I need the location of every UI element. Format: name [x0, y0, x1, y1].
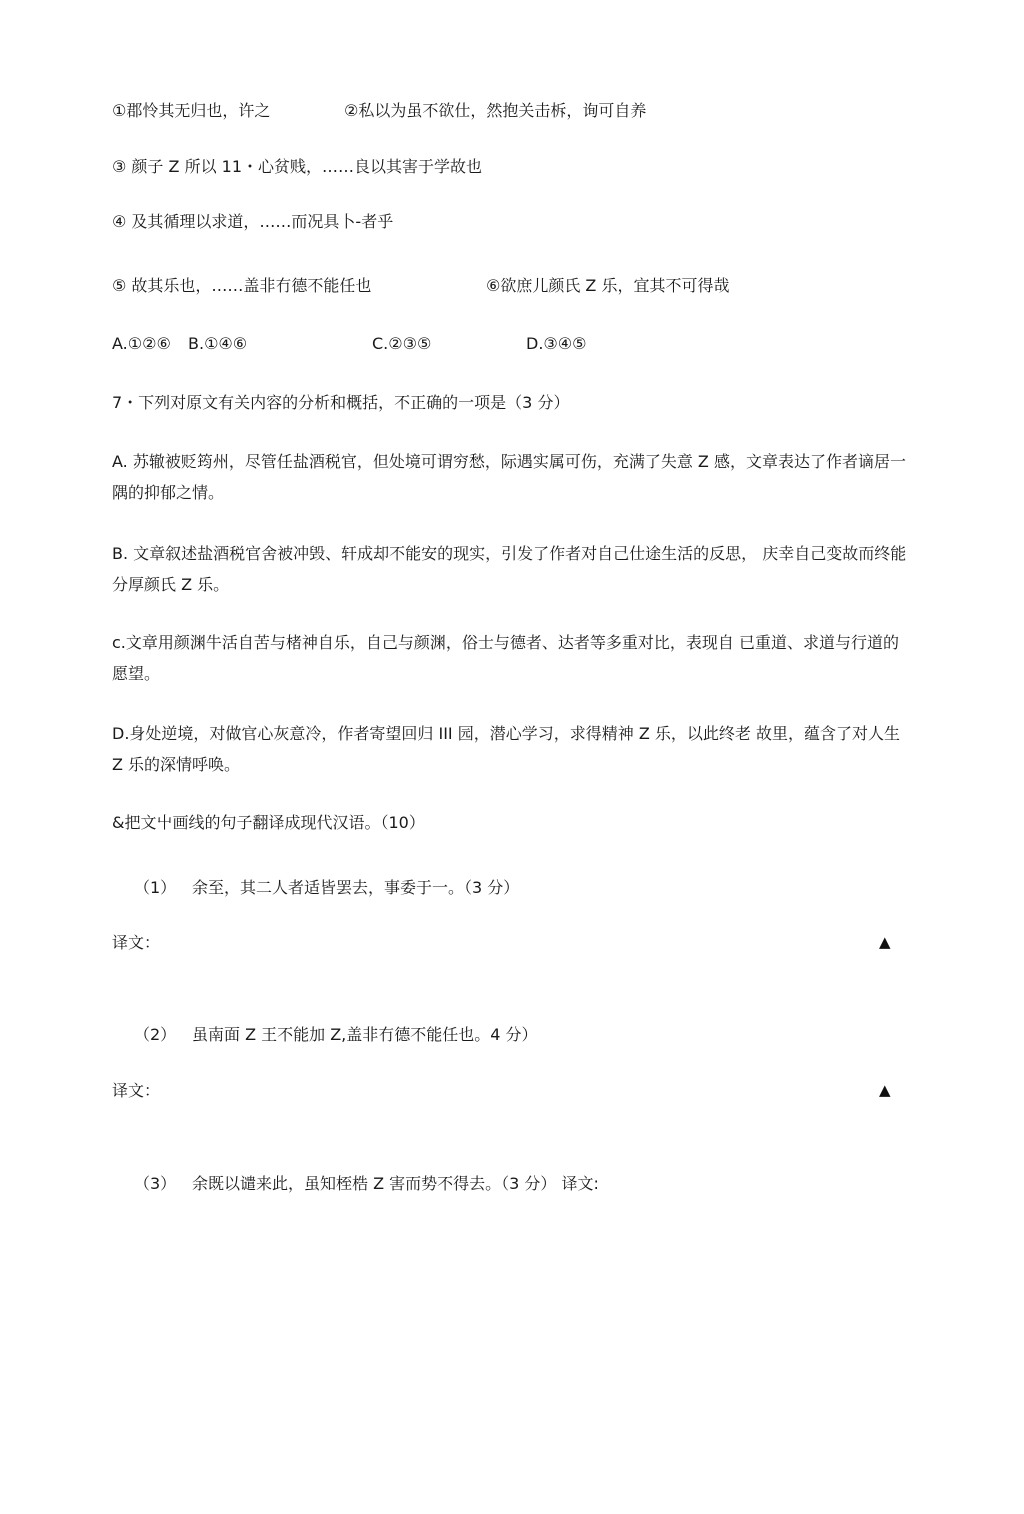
q6-item-4: ④ 及其循理以求道，……而况具卜-者乎 [112, 212, 394, 231]
q7-option-c: c.文章用颜渊牛活自苦与楮神自乐，自己与颜渊，俗士与德者、达者等多重对比，表现自 已重道、求道与行道的愿望。 [112, 633, 899, 683]
q6-item-5: ⑤ 故其乐也，……盖非冇德不能任也 [112, 276, 372, 295]
sentence-text: 余既以谴来此，虽知桎梏 Z 害而势不得去。（3 分） 译文: [192, 1174, 599, 1193]
triangle-marker-icon: ▲ [879, 933, 891, 951]
sentence-text: 虽南面 Z 王不能加 Z,盖非冇德不能任也。4 分） [192, 1025, 538, 1044]
q7-option-d: D.身处逆境，对做官心灰意冷，作者寄望回归 III 园，潜心学习，求得精神 Z 乐，以此终老 故里，蕴含了对人生 Z 乐的深情呼唤。 [112, 724, 900, 774]
triangle-marker-icon: ▲ [879, 1081, 891, 1099]
translation-label-1: 译文： [112, 933, 161, 952]
option-a: A.①②⑥ [112, 334, 171, 353]
q6-item-1: ①郡怜其无归也，许之 [112, 101, 271, 120]
option-c: C.②③⑤ [372, 334, 432, 353]
q7-stem: 7・下列对原文有关内容的分析和概括，不正确的一项是（3 分） [112, 393, 570, 412]
sentence-text: 余至，其二人者适皆罢去，事委于一。（3 分） [192, 878, 520, 897]
sentence-number: （3） [134, 1174, 177, 1193]
q7-option-b: B. 文章叙述盐酒税官舍被冲毁、轩成却不能安的现实，引发了作者对自己仕途生活的反思， 庆幸自己变故而终能分厚颜氏 Z 乐。 [112, 544, 907, 594]
q7-option-a: A. 苏辙被贬筠州，尽管任盐酒税官，但处境可谓穷愁，际遇实属可伤，充满了失意 Z 感，文章表达了作者谪居一隅的抑郁之情。 [112, 452, 906, 502]
q8-stem: &把文屮画线的句子翻译成现代汉语。（10） [112, 813, 425, 832]
q6-item-2: ②私以为虽不欲仕，然抱关击柝，询可自养 [344, 101, 647, 120]
option-d: D.③④⑤ [526, 334, 587, 353]
sentence-number: （1） [134, 878, 177, 897]
translation-label-2: 译文： [112, 1081, 161, 1100]
option-b: B.①④⑥ [188, 334, 248, 353]
sentence-number: （2） [134, 1025, 177, 1044]
q6-item-6: ⑥欲庶儿颜氏 Z 乐，宜其不可得哉 [486, 276, 730, 295]
q6-item-3: ③ 颜子 Z 所以 11・心贫贱，……良以其害于学故也 [112, 157, 483, 176]
